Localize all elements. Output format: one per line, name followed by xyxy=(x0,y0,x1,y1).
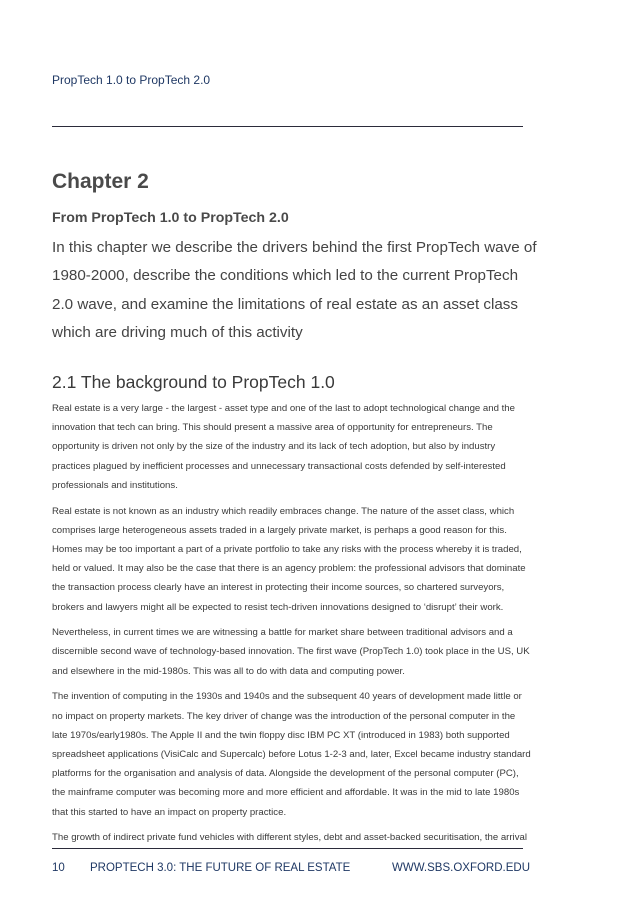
footer-website: WWW.SBS.OXFORD.EDU xyxy=(392,862,530,874)
page-number: 10 xyxy=(52,862,65,874)
body-paragraph: Nevertheless, in current times we are witnessing a battle for market share between traditional advisors and a discernible second wave of technology-based innovation. The first wave (PropTech 1.0) took place in the US, UK and elsewhere in the mid-1980s. This was all to do with data and computing power. xyxy=(52,627,530,677)
header-divider xyxy=(52,126,523,127)
chapter-title: Chapter 2 xyxy=(52,170,149,193)
chapter-intro: In this chapter we describe the drivers behind the first PropTech wave of 1980-2000, describe the conditions which led to the current PropTech 2.0 wave, and examine the limitations of real estate as an asset class which are driving much of this activity xyxy=(52,239,537,342)
body-paragraph: Real estate is not known as an industry which readily embraces change. The nature of the asset class, which comprises large heterogeneous assets traded in a largely private market, is perhaps a good reason for this. Homes may be too important a part of a private portfolio to take any risks with the process whereby it is traded, held or valued. It may also be the case that there is an agency problem: the professional advisors that dominate the transaction process clearly have an interest in protecting their income sources, so chartered surveyors, brokers and lawyers might all be expected to resist tech-driven innovations designed to ‘disrupt’ their work. xyxy=(52,505,526,613)
body-paragraph: Real estate is a very large - the largest - asset type and one of the last to adopt technological change and the innovation that tech can bring. This should present a massive area of opportunity for entrepreneurs. The opportunity is driven not only by the size of the industry and its lack of tech adoption, but also by industry practices plagued by inefficient processes and unnecessary transactional costs defended by self-interested professionals and institutions. xyxy=(52,403,515,491)
footer-divider xyxy=(52,848,523,849)
section-body xyxy=(52,399,532,854)
section-heading: 2.1 The background to PropTech 1.0 xyxy=(52,372,335,392)
body-paragraph: The growth of indirect private fund vehicles with different styles, debt and asset-backed securitisation, the arrival xyxy=(52,832,527,844)
chapter-subtitle: From PropTech 1.0 to PropTech 2.0 xyxy=(52,210,289,226)
body-paragraph: The invention of computing in the 1930s and 1940s and the subsequent 40 years of development made little or no impact on property markets. The key driver of change was the introduction of the personal computer in the late 1970s/early1980s. The Apple II and the twin floppy disc IBM PC XT (introduced in 1983) both supported spreadsheet applications (VisiCalc and Supercalc) before Lotus 1-2-3 and, later, Excel became industry standard platforms for the organisation and analysis of data. Alongside the development of the personal computer (PC), the mainframe computer was becoming more and more efficient and affordable. It was in the mid to late 1980s that this started to have an impact on property practice. xyxy=(52,691,531,818)
running-header: PropTech 1.0 to PropTech 2.0 xyxy=(52,73,211,87)
footer-publication-title: PROPTECH 3.0: THE FUTURE OF REAL ESTATE xyxy=(90,862,351,874)
